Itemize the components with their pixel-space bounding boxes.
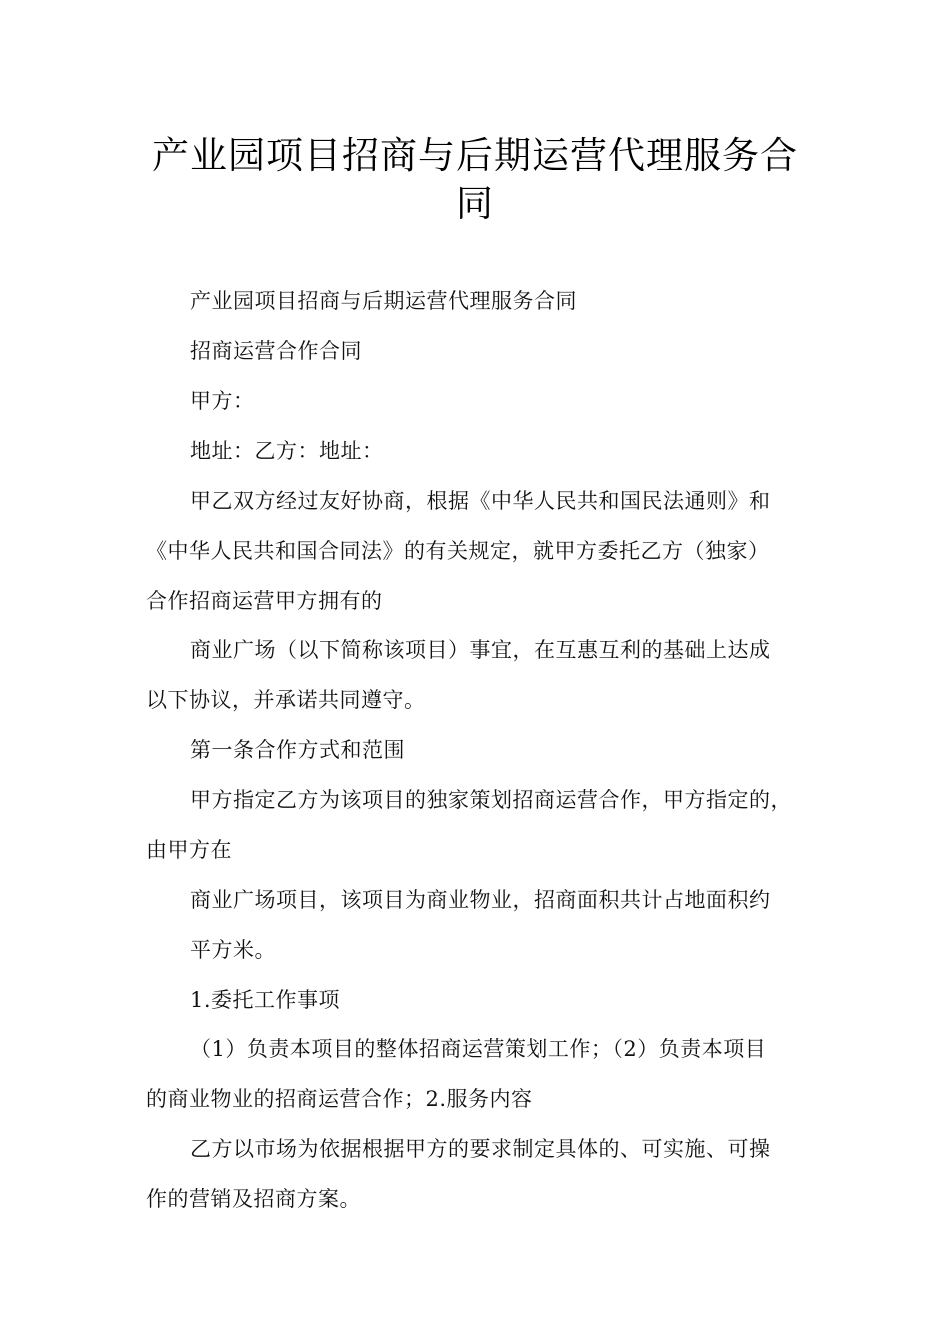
section-heading: 1.委托工作事项	[190, 988, 341, 1012]
paragraph-line: 以下协议，并承诺共同遵守。	[146, 688, 426, 712]
paragraph-line: 的商业物业的招商运营合作；2.服务内容	[146, 1087, 533, 1111]
paragraph-line: 甲方指定乙方为该项目的独家策划招商运营合作，甲方指定的，	[190, 788, 792, 812]
paragraph-line: （1）负责本项目的整体招商运营策划工作；（2）负责本项目	[190, 1037, 767, 1061]
paragraph-line: 作的营销及招商方案。	[146, 1187, 361, 1211]
paragraph-line: 由甲方在	[146, 838, 232, 862]
paragraph-line: 商业广场项目，该项目为商业物业，招商面积共计占地面积约	[190, 888, 771, 912]
section-heading: 第一条合作方式和范围	[190, 738, 405, 762]
paragraph-line: 合作招商运营甲方拥有的	[146, 589, 383, 613]
paragraph-line: 《中华人民共和国合同法》的有关规定，就甲方委托乙方（独家）	[146, 539, 770, 563]
paragraph-line: 商业广场（以下简称该项目）事宜，在互惠互利的基础上达成	[190, 638, 771, 662]
paragraph-line: 招商运营合作合同	[190, 339, 362, 363]
paragraph-line: 甲乙双方经过友好协商，根据《中华人民共和国民法通则》和	[190, 489, 771, 513]
paragraph-line: 平方米。	[190, 938, 276, 962]
paragraph-line: 甲方：	[190, 389, 255, 413]
document-title-line-2: 同	[456, 182, 494, 225]
paragraph-line: 乙方以市场为依据根据甲方的要求制定具体的、可实施、可操	[190, 1137, 771, 1161]
document-title-line-1: 产业园项目招商与后期运营代理服务合	[152, 134, 798, 177]
paragraph-line: 产业园项目招商与后期运营代理服务合同	[190, 289, 577, 313]
paragraph-line: 地址：乙方：地址：	[190, 439, 384, 463]
